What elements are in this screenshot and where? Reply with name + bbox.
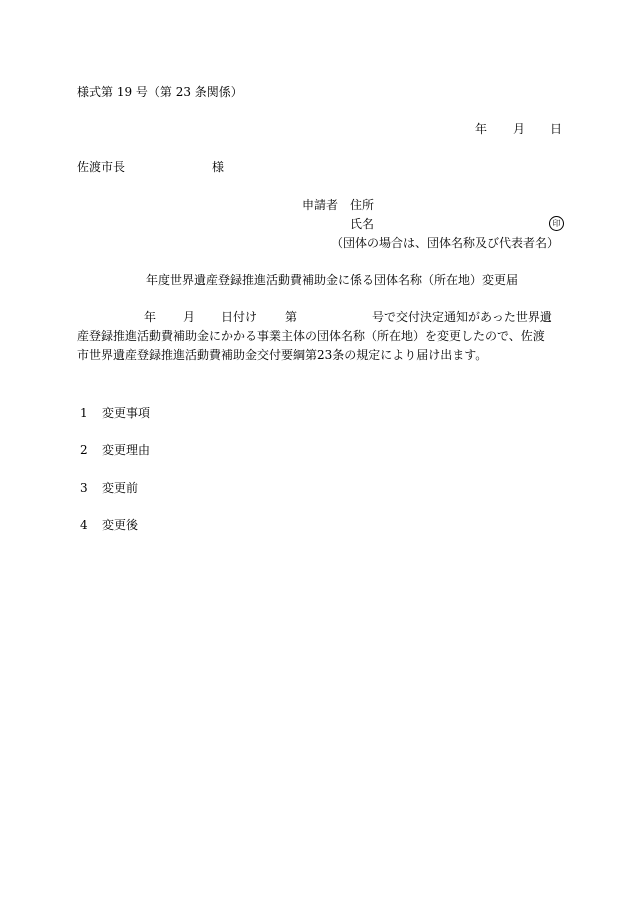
body-line-2: 産登録推進活動費補助金にかかる事業主体の団体名称（所在地）を変更したので、佐渡 [77, 329, 545, 343]
recipient-name: 佐渡市長 [77, 160, 126, 174]
body-line-1-text: 号で交付決定通知があった世界遺 [372, 310, 552, 324]
applicant-note: （団体の場合は、団体名称及び代表者名） [331, 236, 560, 250]
ref-day: 日付け [221, 310, 258, 324]
seal-mark: 印 [549, 216, 564, 231]
ref-number-prefix: 第 [285, 310, 298, 324]
ref-month: 月 [183, 310, 196, 324]
item-number: 4 [80, 518, 88, 532]
recipient-honorific: 様 [212, 160, 225, 174]
applicant-name-label: 氏名 [350, 217, 375, 231]
date-month: 月 [513, 122, 526, 136]
item-number: 1 [80, 406, 88, 420]
item-label: 変更前 [102, 481, 139, 495]
date-day: 日 [550, 122, 563, 136]
applicant-address-label: 住所 [350, 198, 375, 212]
document-title: 年度世界遺産登録推進活動費補助金に係る団体名称（所在地）変更届 [146, 273, 519, 287]
item-label: 変更後 [102, 518, 139, 532]
item-number: 2 [80, 443, 88, 457]
form-header: 様式第 19 号（第 23 条関係） [77, 85, 243, 99]
item-label: 変更理由 [102, 443, 151, 457]
applicant-label: 申請者 [302, 198, 339, 212]
body-line-3: 市世界遺産登録推進活動費補助金交付要綱第23条の規定により届け出ます。 [77, 348, 488, 362]
ref-year: 年 [144, 310, 157, 324]
item-number: 3 [80, 481, 88, 495]
item-label: 変更事項 [102, 406, 151, 420]
date-year: 年 [475, 122, 488, 136]
